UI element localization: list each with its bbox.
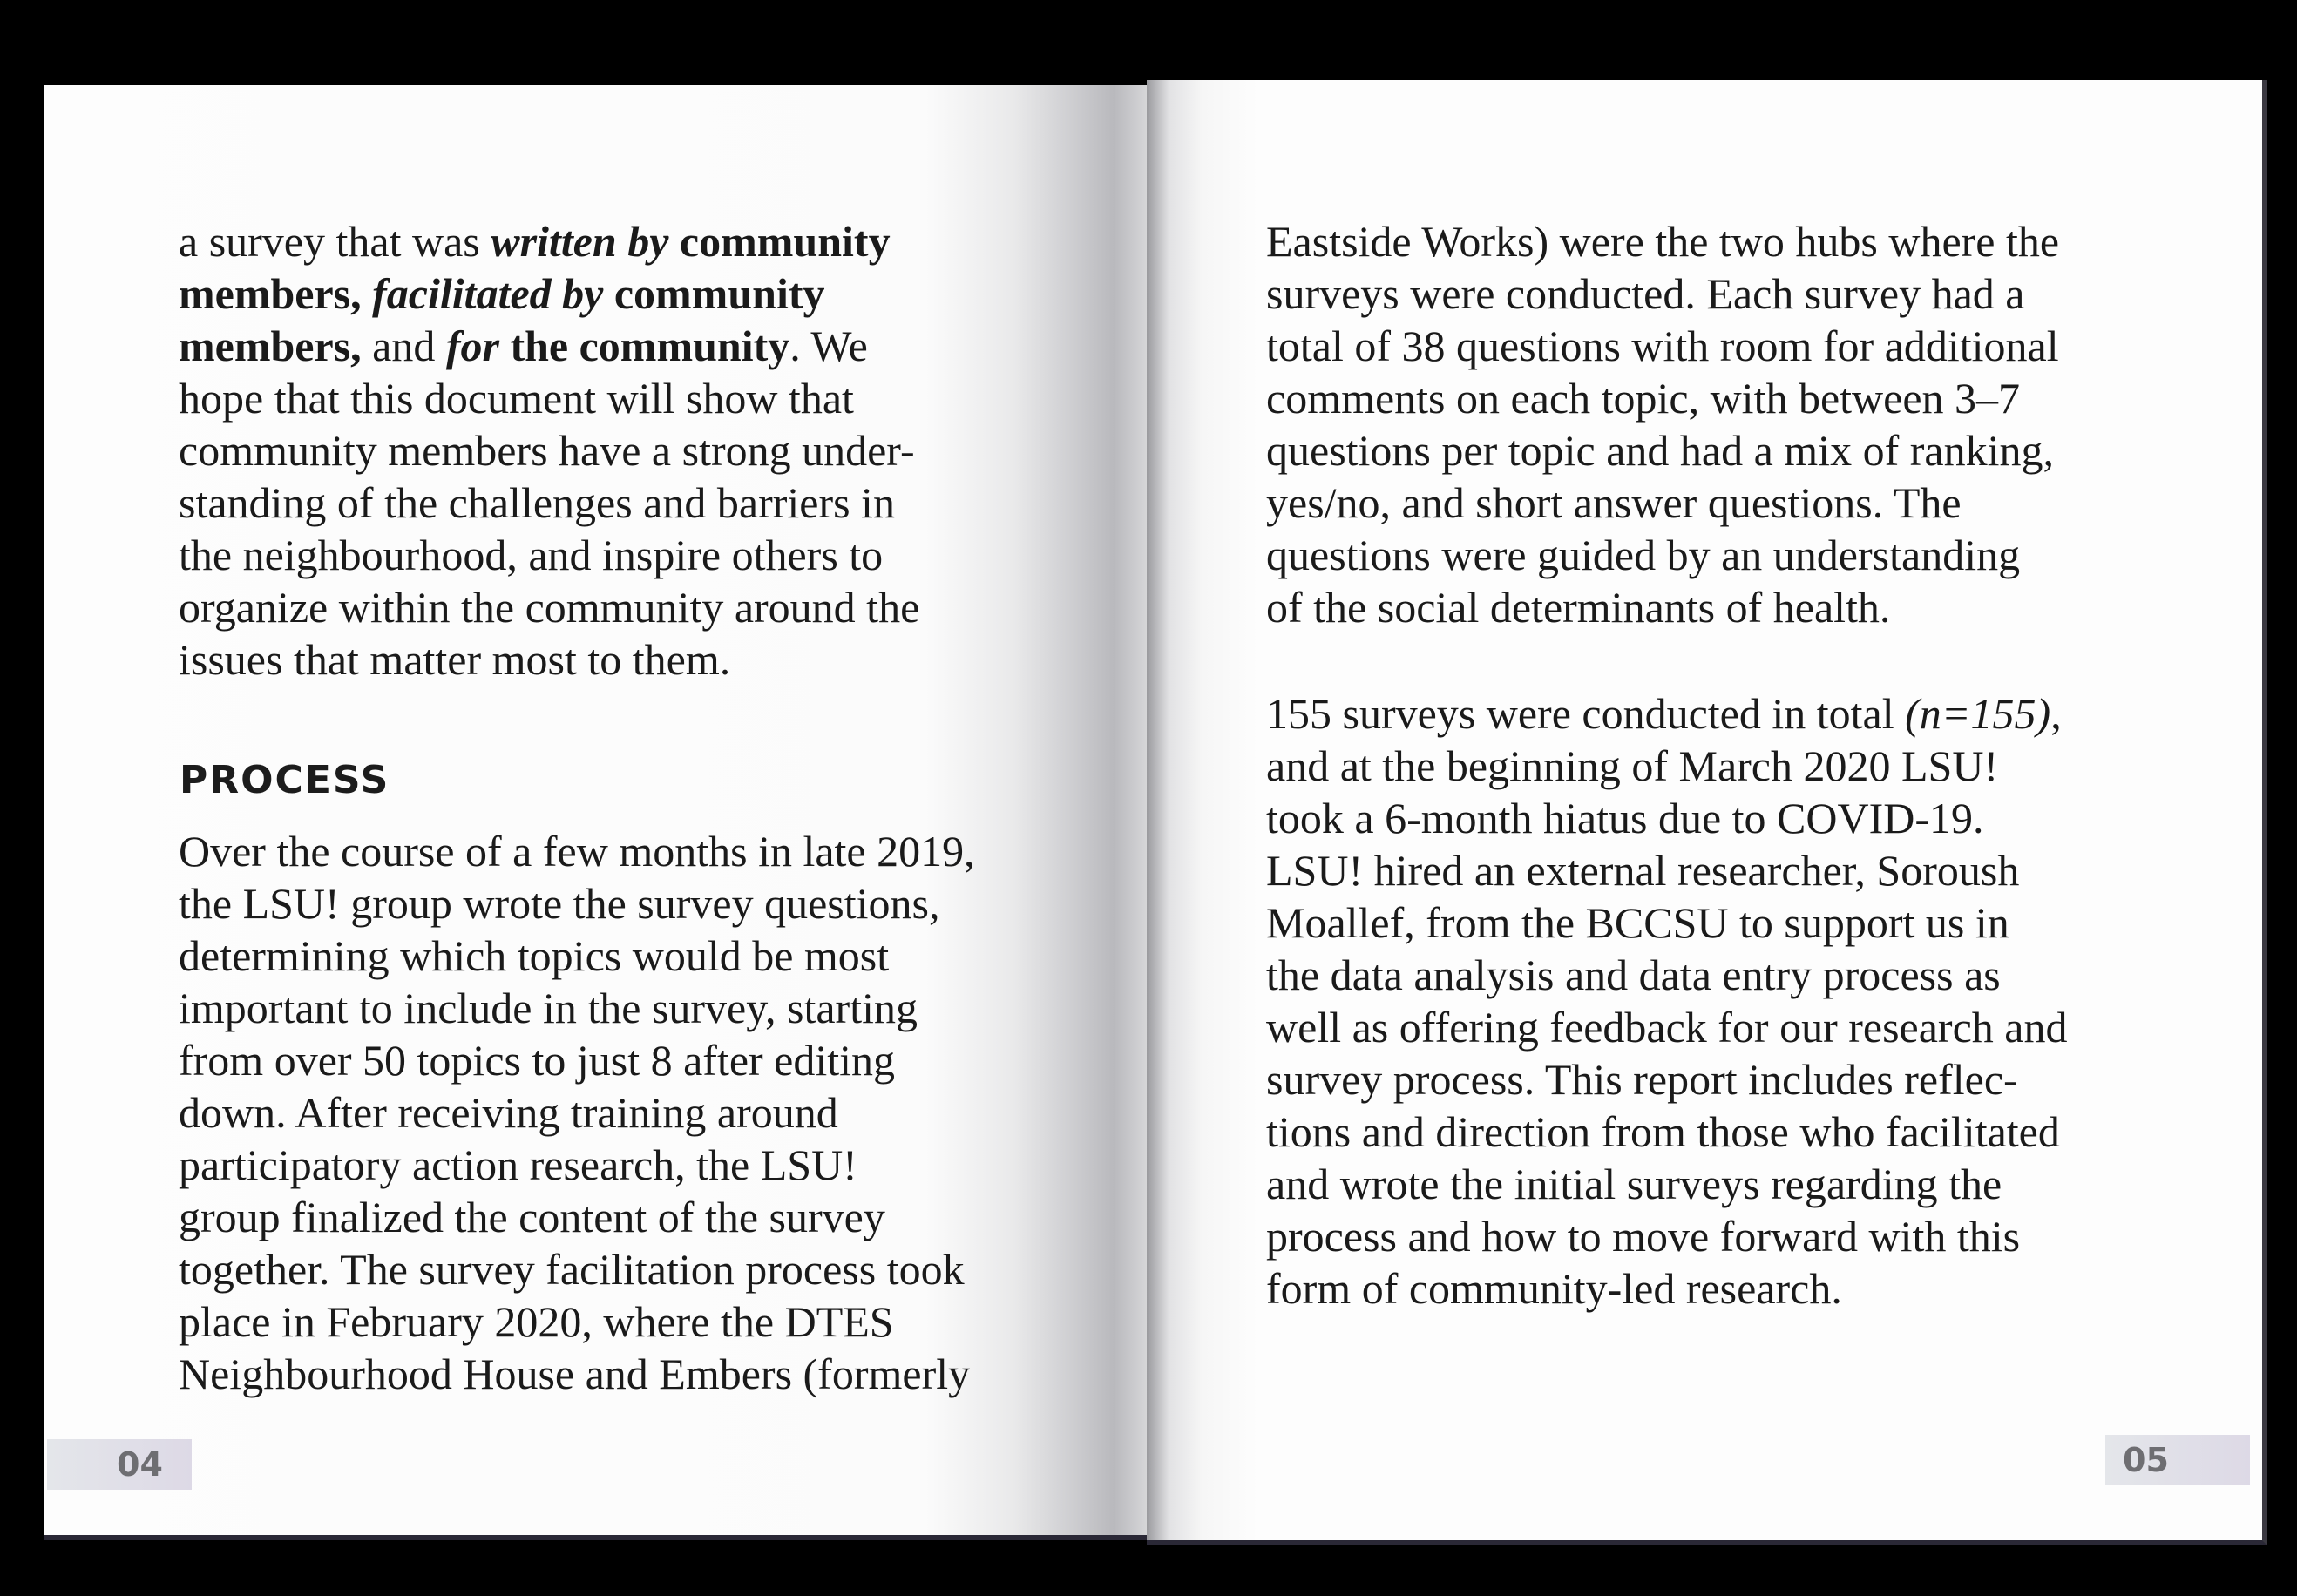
text-line: the data analysis and data entry process as <box>1266 950 2001 999</box>
text-line: and wrote the initial surveys regarding the <box>1266 1160 2002 1208</box>
text-line: LSU! hired an external researcher, Soroush <box>1266 846 2020 895</box>
text-line: well as offering feedback for our research and <box>1266 1003 2068 1052</box>
page-number-left <box>47 1439 192 1490</box>
page-number-text: 04 <box>117 1445 163 1484</box>
text-line: important to include in the survey, starting <box>179 984 918 1032</box>
text-line: from over 50 topics to just 8 after editing <box>179 1036 896 1085</box>
text-line: the LSU! group wrote the survey questions, <box>179 879 940 928</box>
text-line: participatory action research, the LSU! <box>179 1140 857 1189</box>
text-segment: the community <box>498 321 790 370</box>
text-line: took a 6-month hiatus due to COVID-19. <box>1266 794 1984 842</box>
text-line: form of community-led research. <box>1266 1264 1842 1313</box>
text-line <box>179 215 919 267</box>
text-line: down. After receiving training around <box>179 1088 838 1137</box>
text-line: group finalized the content of the survey <box>179 1193 885 1241</box>
page-number-text: 05 <box>2123 1441 2169 1479</box>
process-paragraph <box>179 825 975 1400</box>
text-segment: a survey that was <box>179 217 491 266</box>
sample-size: (n=155) <box>1905 689 2051 738</box>
hubs-paragraph <box>1266 215 2059 633</box>
surveys-paragraph <box>1266 687 2067 1315</box>
text-segment: and <box>361 321 446 370</box>
text-segment: . We <box>789 321 868 370</box>
text-line: together. The survey facilitation process took <box>179 1245 965 1294</box>
text-line: place in February 2020, where the DTES <box>179 1297 894 1346</box>
text-segment: community members have a strong under- <box>179 426 915 475</box>
text-line: questions per topic and had a mix of ranking, <box>1266 426 2054 475</box>
text-line: and at the beginning of March 2020 LSU! <box>1266 741 1999 790</box>
left-page <box>44 85 1147 1540</box>
text-line: Neighbourhood House and Embers (formerly <box>179 1349 971 1398</box>
text-segment: members, <box>179 321 362 370</box>
text-line <box>1266 687 2067 740</box>
text-line <box>179 633 919 686</box>
text-segment: the neighbourhood, and inspire others to <box>179 531 884 579</box>
text-segment: community <box>668 217 891 266</box>
text-line: total of 38 questions with room for additional <box>1266 321 2059 370</box>
text-segment: hope that this document will show that <box>179 374 854 423</box>
right-page <box>1147 80 2267 1545</box>
text-line <box>179 477 919 529</box>
text-line: Over the course of a few months in late 2019, <box>179 827 975 876</box>
text-line: process and how to move forward with this <box>1266 1212 2021 1261</box>
text-line <box>179 372 919 424</box>
text-segment: community <box>603 269 825 318</box>
text-line: survey process. This report includes reflec- <box>1266 1055 2018 1104</box>
page-number-right <box>2105 1435 2250 1485</box>
text-line: of the social determinants of health. <box>1266 583 1891 632</box>
text-segment: , <box>2050 689 2062 738</box>
text-segment: facilitated by <box>372 269 604 318</box>
text-line: questions were guided by an understanding <box>1266 531 2021 579</box>
text-line <box>179 424 919 477</box>
text-segment: 155 surveys were conducted in total <box>1266 689 1906 738</box>
text-line <box>179 581 919 633</box>
text-segment: members, <box>179 269 373 318</box>
text-line: Moallef, from the BCCSU to support us in <box>1266 898 2009 947</box>
text-line: determining which topics would be most <box>179 931 890 980</box>
text-line <box>179 267 919 320</box>
text-line: comments on each topic, with between 3–7 <box>1266 374 2021 423</box>
intro-paragraph <box>179 215 919 686</box>
text-segment: standing of the challenges and barriers in <box>179 478 895 527</box>
text-segment: issues that matter most to them. <box>179 635 731 684</box>
text-segment: organize within the community around the <box>179 583 920 632</box>
section-heading: PROCESS <box>180 758 390 802</box>
text-line: yes/no, and short answer questions. The <box>1266 478 1962 527</box>
text-line: Eastside Works) were the two hubs where the <box>1266 217 2060 266</box>
text-line <box>179 529 919 581</box>
text-segment: for <box>445 321 499 370</box>
text-line: tions and direction from those who facilitated <box>1266 1107 2060 1156</box>
text-segment: written by <box>491 217 669 266</box>
text-line <box>179 320 919 372</box>
text-line: surveys were conducted. Each survey had a <box>1266 269 2025 318</box>
